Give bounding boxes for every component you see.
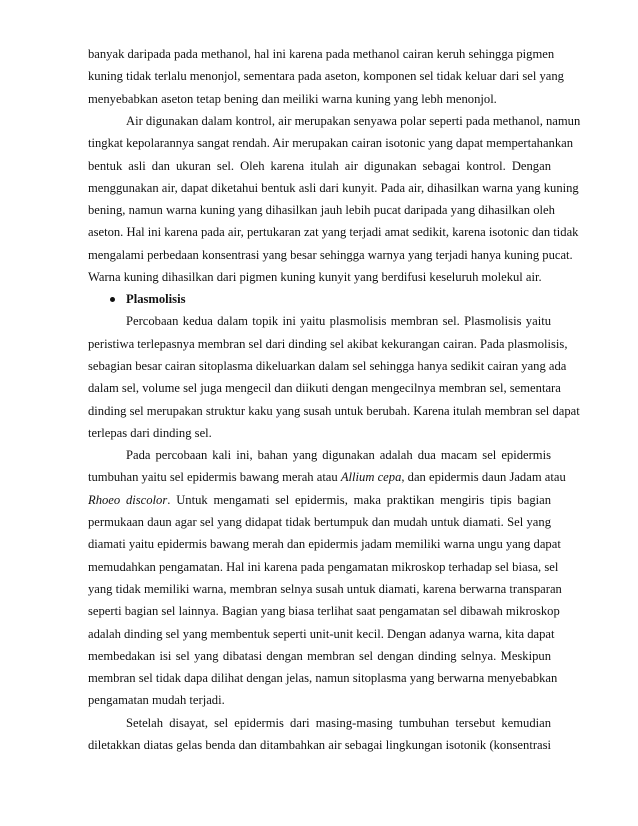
text-run: tumbuhan yaitu sel epidermis bawang merah atau xyxy=(88,470,341,485)
text-line: diletakkan diatas gelas benda dan ditambahkan air sebagai lingkungan isotonik (konsentrasi xyxy=(88,738,551,752)
text-line: aseton. Hal ini karena pada air, pertukaran zat yang terjadi amat sedikit, karena isotonic dan tidak xyxy=(88,225,579,240)
text-line: diamati yaitu epidermis bawang merah dan epidermis jadam memiliki warna ungu yang dapat xyxy=(88,537,561,552)
text-line: membran sel tidak dapa dilihat dengan jelas, namun sitoplasma yang berwarna menyebabkan xyxy=(88,671,558,686)
text-run: . Untuk mengamati sel epidermis, maka praktikan mengiris tipis bagian xyxy=(167,492,552,507)
text-line: Pada percobaan kali ini, bahan yang digunakan adalah dua macam sel epidermis xyxy=(126,448,551,463)
text-line: sebagian besar cairan sitoplasma dikeluarkan dalam sel sehingga hanya sedikit cairan yang ada xyxy=(88,358,567,373)
text-line: memudahkan pengamatan. Hal ini karena pada pengamatan mikroskop terhadap sel biasa, sel xyxy=(88,559,559,574)
text-line: bentuk asli dan ukuran sel. Oleh karena itulah air digunakan sebagai kontrol. Dengan xyxy=(88,158,551,173)
species-name: Allium cepa xyxy=(340,470,402,485)
text-line: membedakan isi sel yang dibatasi dengan membran sel dengan dinding selnya. Meskipun xyxy=(88,648,551,663)
text-line: yang tidak memiliki warna, membran selnya susah untuk diamati, karena berwarna transparan xyxy=(88,581,562,596)
text-line: Warna kuning dihasilkan dari pigmen kuning kunyit yang berdifusi keseluruh molekul air. xyxy=(88,270,542,284)
text-line xyxy=(88,492,551,508)
text-line xyxy=(88,469,566,485)
text-line: terlepas dari dinding sel. xyxy=(88,425,212,440)
text-line: dinding sel merupakan struktur kaku yang susah untuk berubah. Karena itulah membran sel dapat xyxy=(88,403,580,418)
text-line: menyebabkan aseton tetap bening dan meiliki warna kuning yang lebh menonjol. xyxy=(88,91,497,106)
species-name: Rhoeo discolor xyxy=(88,492,168,507)
text-line: bening, namun warna kuning yang dihasilkan jauh lebih pucat daripada yang dihasilkan oleh xyxy=(88,203,555,218)
text-run: , dan epidermis daun Jadam atau xyxy=(401,470,566,485)
text-line: peristiwa terlepasnya membran sel dari dinding sel akibat kekurangan cairan. Pada plasmolisis, xyxy=(88,336,568,351)
text-line: pengamatan mudah terjadi. xyxy=(88,693,225,708)
text-line: permukaan daun agar sel yang didapat tidak bertumpuk dan mudah untuk diamati. Sel yang xyxy=(88,515,551,529)
text-line: dalam sel, volume sel juga mengecil dan diikuti dengan mengecilnya membran sel, sementara xyxy=(88,381,561,396)
text-line: mengalami perbedaan konsentrasi yang besar sehingga warnya yang terjadi hanya kuning pucat. xyxy=(88,247,573,262)
text-line: tingkat kepolarannya sangat rendah. Air merupakan cairan isotonic yang dapat mempertahankan xyxy=(88,136,574,151)
text-line: Percobaan kedua dalam topik ini yaitu plasmolisis membran sel. Plasmolisis yaitu xyxy=(126,314,551,329)
bullet-icon xyxy=(110,297,115,302)
section-heading: Plasmolisis xyxy=(126,292,186,307)
text-line: Air digunakan dalam kontrol, air merupakan senyawa polar seperti pada methanol, namun xyxy=(126,113,581,128)
text-line: Setelah disayat, sel epidermis dari masing-masing tumbuhan tersebut kemudian xyxy=(126,715,551,730)
text-line: banyak daripada pada methanol, hal ini karena pada methanol cairan keruh sehingga pigmen xyxy=(88,47,555,61)
text-line: menggunakan air, dapat diketahui bentuk asli dari kunyit. Pada air, dihasilkan warna yang kuning xyxy=(88,180,579,195)
text-line: seperti bagian sel lainnya. Bagian yang biasa terlihat saat pengamatan sel dibawah mikroskop xyxy=(88,604,560,619)
text-line: adalah dinding sel yang membentuk seperti unit-unit kecil. Dengan adanya warna, kita dapat xyxy=(88,626,555,641)
text-line: kuning tidak terlalu menonjol, sementara pada aseton, komponen sel tidak keluar dari sel yang xyxy=(88,69,564,84)
